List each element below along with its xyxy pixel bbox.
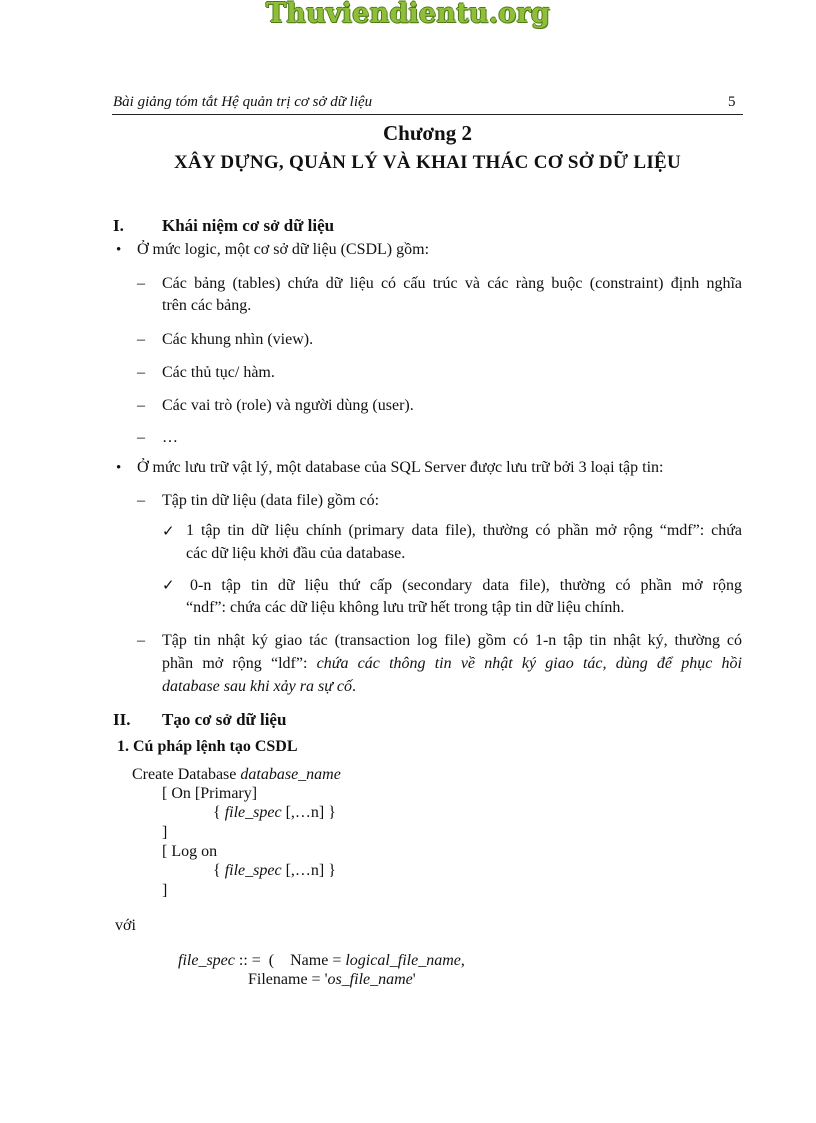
code-line [132,766,341,784]
checkmark-icon: ✓ [162,578,175,594]
list-item-text [162,655,742,673]
dash-marker: – [137,429,145,446]
code-line [213,804,336,822]
chapter-heading: Chương 2 [382,121,472,145]
list-item-text [162,678,356,696]
paragraph-text: với [115,917,136,934]
running-header-title: Bài giảng tóm tắt Hệ quản trị cơ sở dữ liệu [113,94,373,110]
spec-text: , [460,952,465,969]
dash-marker: – [137,492,145,509]
list-item-text: … [162,429,178,446]
dash-marker: – [137,364,145,381]
code-text: { [213,804,225,821]
check-item-text: 1 tập tin dữ liệu chính (primary data file), thường có phần mở rộng “mdf”: chứa [186,522,742,539]
check-item-text: “ndf”: chứa các dữ liệu không lưu trữ hết trong tập tin dữ liệu chính. [186,599,625,616]
spec-param: logical_file_name [345,952,461,969]
check-item-text: 0-n tập tin dữ liệu thứ cấp (secondary data file), thường có phần mở rộng [190,577,742,594]
list-item-text: Các thủ tục/ hàm. [162,364,275,381]
subsection-title: 1. Cú pháp lệnh tạo CSDL [117,738,298,755]
spec-line [178,952,465,970]
section-title: Tạo cơ sở dữ liệu [162,710,287,729]
list-item-text: Tập tin nhật ký giao tác (transaction log file) gồm có 1-n tập tin nhật ký, thường có [162,632,742,649]
dash-marker: – [137,632,145,649]
code-text: { [213,862,225,879]
bullet-marker: • [116,460,122,476]
dash-marker: – [137,397,145,414]
check-item-text: các dữ liệu khởi đầu của database. [186,545,406,562]
code-text: [,…n] } [281,862,336,879]
code-line: ] [162,824,168,841]
code-line: [ Log on [162,843,218,860]
spec-text: ' [412,971,416,988]
spec-text: Filename = ' [248,971,328,988]
list-item-text: Các khung nhìn (view). [162,331,314,348]
code-keyword: Create Database [132,766,241,783]
bullet-marker: • [116,242,122,258]
code-text: [,…n] } [281,804,336,821]
bullet-text: Ở mức lưu trữ vật lý, một database của SQL Server được lưu trữ bởi 3 loại tập tin: [137,459,664,476]
code-param: database_name [240,766,341,783]
section-number: II. [113,710,131,729]
spec-param: os_file_name [327,971,413,988]
list-item-text: trên các bảng. [162,297,252,314]
list-item-text: Các vai trò (role) và người dùng (user). [162,397,414,414]
code-line: [ On [Primary] [162,785,258,802]
spec-param: file_spec [178,952,235,969]
header-rule [112,114,743,115]
dash-marker: – [137,275,145,292]
list-item-text: Tập tin dữ liệu (data file) gồm có: [162,492,380,509]
dash-marker: – [137,331,145,348]
section-number: I. [113,216,124,235]
italic-text: database sau khi xảy ra sự cố [162,678,353,695]
code-param: file_spec [224,862,282,879]
section-title: Khái niệm cơ sở dữ liệu [162,216,335,235]
page-number: 5 [728,94,736,110]
bullet-text: Ở mức logic, một cơ sở dữ liệu (CSDL) gồm: [137,241,430,258]
chapter-title: XÂY DỰNG, QUẢN LÝ VÀ KHAI THÁC CƠ SỞ DỮ LIỆU [173,152,682,173]
spec-text: :: = ( Name = [234,952,346,969]
code-line: ] [162,882,168,899]
list-item-text: Các bảng (tables) chứa dữ liệu có cấu trúc và các ràng buộc (constraint) định nghĩa [162,275,742,292]
checkmark-icon: ✓ [162,524,175,540]
code-line [213,862,336,880]
italic-text: chứa các thông tin về nhật ký giao tác, dùng để phục hồi [316,655,742,672]
watermark-logo: Thuviendientu.org [265,0,551,29]
text-run: . [352,678,357,695]
code-param: file_spec [224,804,282,821]
text-run: phần mở rộng “ldf”: [162,655,317,672]
spec-line [248,971,416,989]
